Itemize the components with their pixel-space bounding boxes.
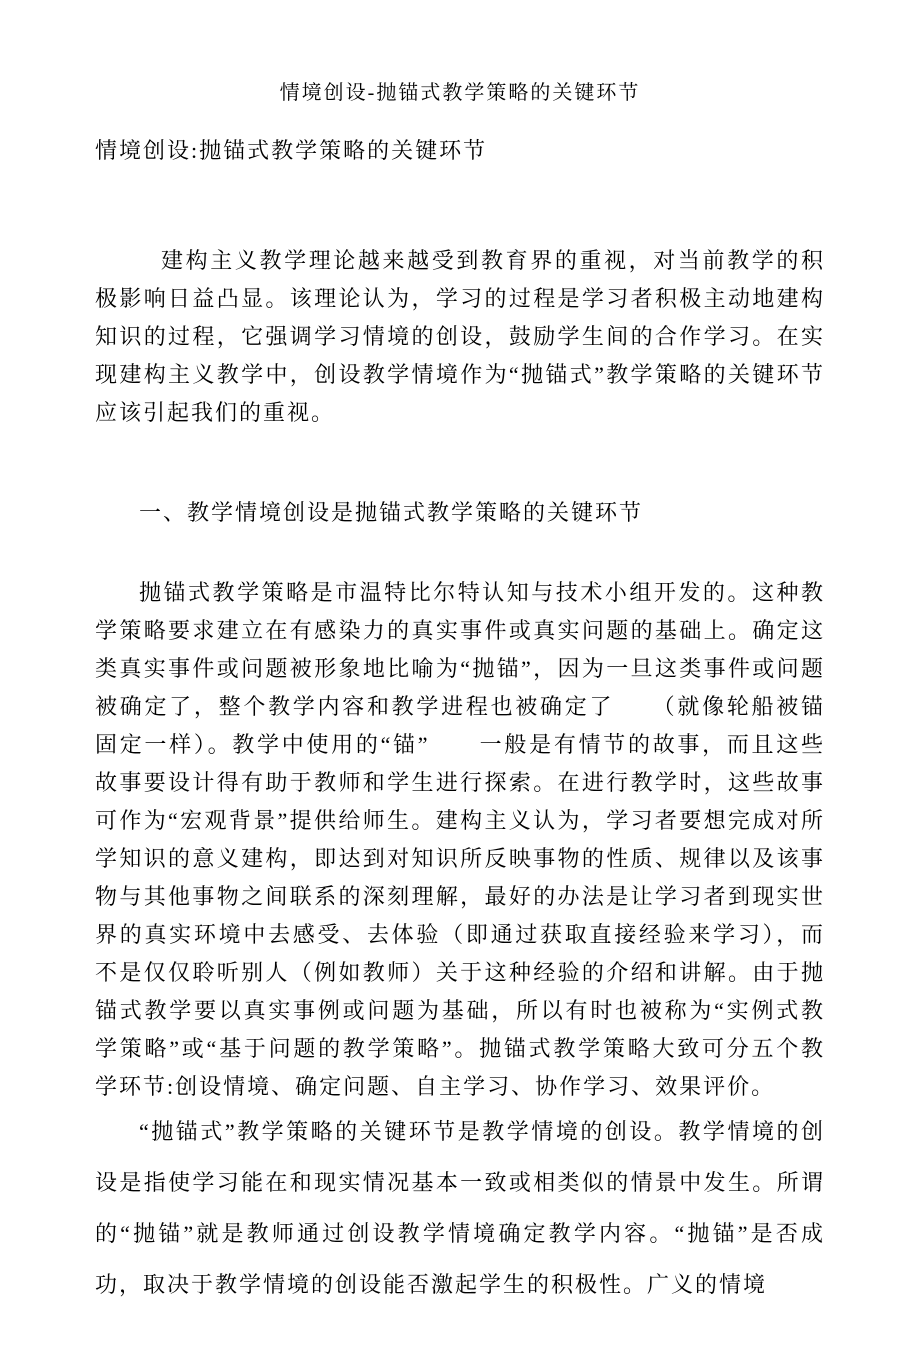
body-paragraph-1: 抛锚式教学策略是市温特比尔特认知与技术小组开发的。这种教学策略要求建立在有感染力的真实事件或真实问题的基础上。确定这类真实事件或问题被形象地比喻为“抛锚”，因为一旦这类事件或问题被确定了，整个教学内容和教学进程也被确定了 （就像轮船被锚固定一样）。教学中使用的“锚” 一般是有情节的故事，而且这些故事要设计得有助于教师和学生进行探索。在进行教学时，这些故事可作为“宏观背景”提供给师生。建构主义认为，学习者要想完成对所学知识的意义建构，即达到对知识所反映事物的性质、规律以及该事物与其他事物之间联系的深刻理解，最好的办法是让学习者到现实世界的真实环境中去感受、去体验（即通过获取直接经验来学习），而不是仅仅聆听别人（例如教师）关于这种经验的介绍和讲解。由于抛锚式教学要以真实事例或问题为基础，所以有时也被称为“实例式教学策略”或“基于问题的教学策略”。抛锚式教学策略大致可分五个教学环节:创设情境、确定问题、自主学习、协作学习、效果评价。: [95, 580, 825, 1099]
document-subtitle: 情境创设:抛锚式教学策略的关键环节: [95, 138, 488, 163]
body-paragraph-2: “抛锚式”教学策略的关键环节是教学情境的创设。教学情境的创设是指使学习能在和现实情况基本一致或相类似的情景中发生。所谓的“抛锚”就是教师通过创设教学情境确定教学内容。“抛锚”是否成功，取决于教学情境的创设能否激起学生的积极性。广义的情境: [95, 1119, 825, 1297]
document-title: 情境创设-抛锚式教学策略的关键环节: [279, 82, 641, 104]
section-heading: 一、教学情境创设是抛锚式教学策略的关键环节: [139, 500, 644, 525]
intro-paragraph: 建构主义教学理论越来越受到教育界的重视，对当前教学的积极影响日益凸显。该理论认为，学习的过程是学习者积极主动地建构知识的过程，它强调学习情境的创设，鼓励学生间的合作学习。在实现建构主义教学中，创设教学情境作为“抛锚式”教学策略的关键环节应该引起我们的重视。: [95, 248, 825, 425]
